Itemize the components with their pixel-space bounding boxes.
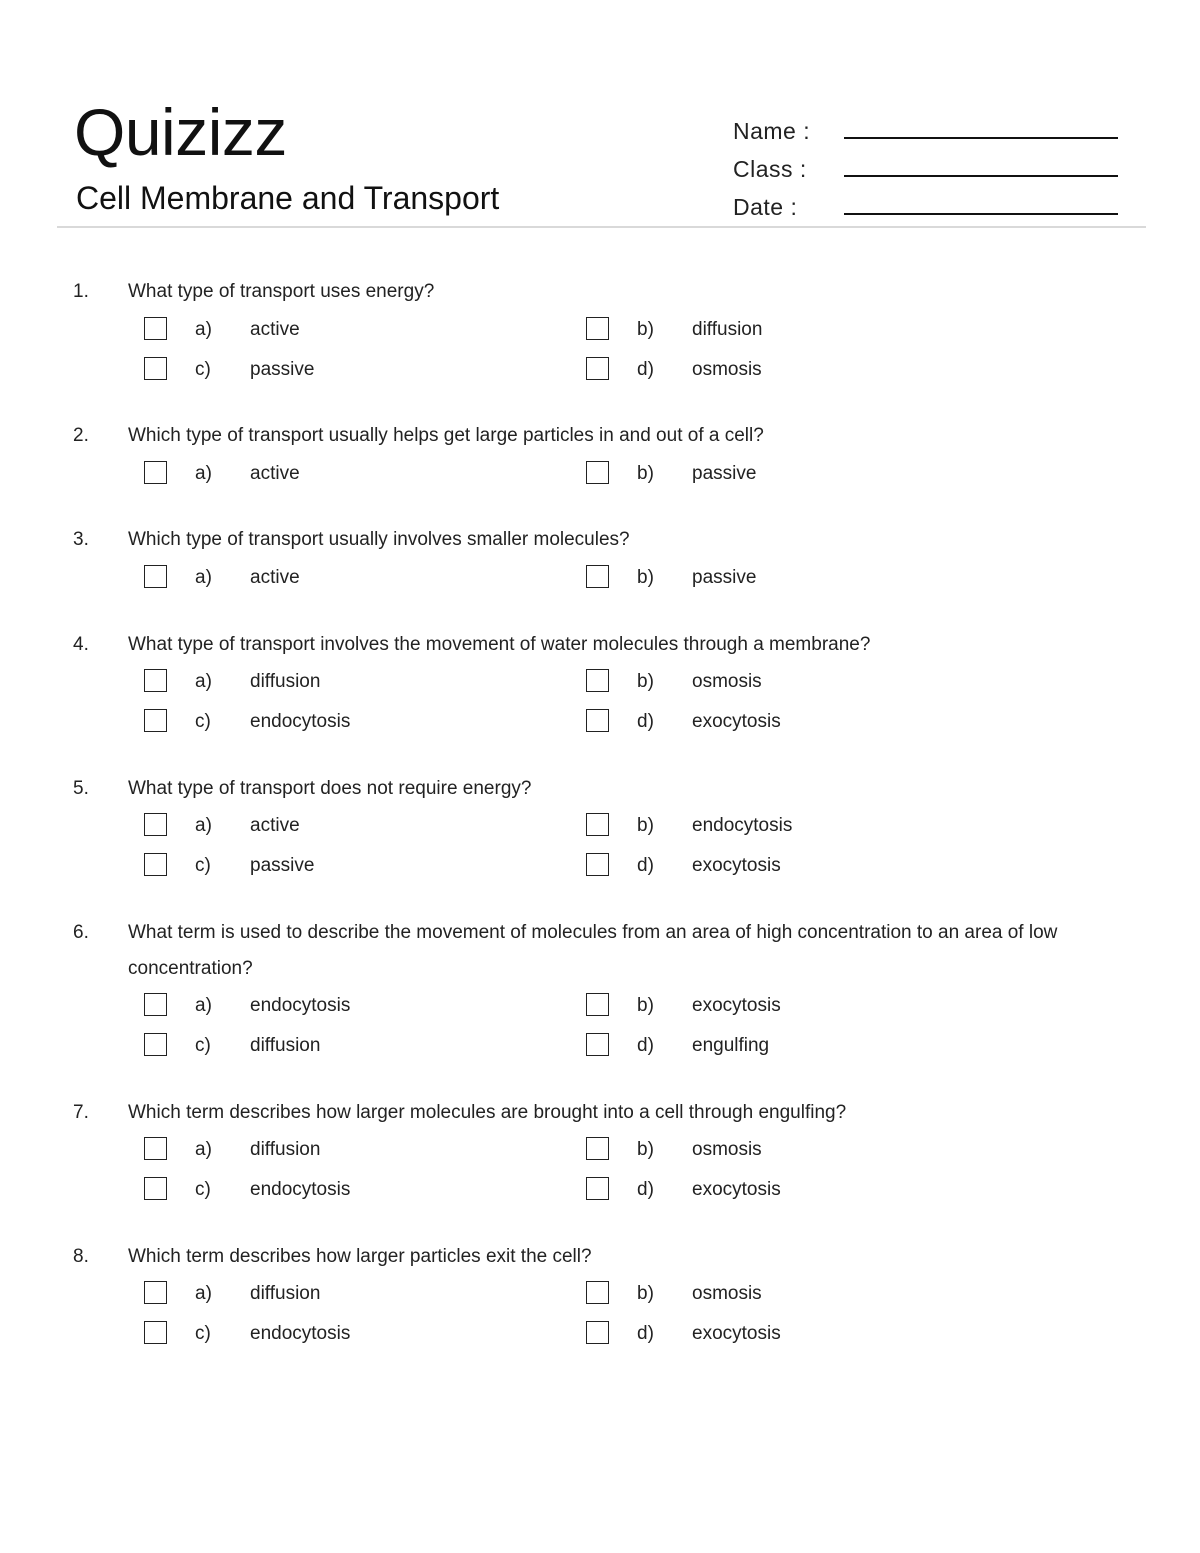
option-text: diffusion <box>250 671 321 692</box>
option-text: diffusion <box>250 1035 321 1056</box>
option-text: active <box>250 815 300 836</box>
question-text: What type of transport does not require energy? <box>128 778 532 799</box>
answer-checkbox[interactable] <box>144 1177 167 1200</box>
option-d[interactable] <box>586 1321 1006 1351</box>
option-text: passive <box>692 463 757 484</box>
answer-checkbox[interactable] <box>144 1281 167 1304</box>
option-text: endocytosis <box>250 711 351 732</box>
option-text: passive <box>250 359 315 380</box>
class-field <box>733 154 1123 190</box>
answer-checkbox[interactable] <box>586 709 609 732</box>
answer-checkbox[interactable] <box>586 357 609 380</box>
option-c[interactable] <box>144 853 564 883</box>
answer-checkbox[interactable] <box>144 317 167 340</box>
name-field <box>733 116 1123 152</box>
question-text: What type of transport involves the movement of water molecules through a membrane? <box>128 634 871 655</box>
option-text: diffusion <box>250 1139 321 1160</box>
option-letter: a) <box>195 1139 212 1160</box>
question-number: 7. <box>73 1102 89 1123</box>
question-text: What type of transport uses energy? <box>128 281 435 302</box>
option-text: active <box>250 567 300 588</box>
option-text: exocytosis <box>692 1323 781 1344</box>
name-label: Name : <box>733 118 811 144</box>
answer-checkbox[interactable] <box>586 993 609 1016</box>
question-text: What term is used to describe the movement of molecules from an area of high concentration to an area of low concentration? <box>128 922 1058 979</box>
option-text: osmosis <box>692 1139 762 1160</box>
option-text: passive <box>692 567 757 588</box>
question-text: Which type of transport usually involves smaller molecules? <box>128 529 630 550</box>
option-b[interactable] <box>586 669 1006 699</box>
option-d[interactable] <box>586 1177 1006 1207</box>
answer-checkbox[interactable] <box>144 993 167 1016</box>
answer-checkbox[interactable] <box>144 853 167 876</box>
question-text: Which term describes how larger molecules are brought into a cell through engulfing? <box>128 1102 847 1123</box>
option-text: osmosis <box>692 359 762 380</box>
answer-checkbox[interactable] <box>586 1033 609 1056</box>
option-a[interactable] <box>144 1281 564 1311</box>
option-text: exocytosis <box>692 855 781 876</box>
option-a[interactable] <box>144 813 564 843</box>
option-text: osmosis <box>692 671 762 692</box>
option-letter: b) <box>637 671 654 692</box>
question-number: 8. <box>73 1246 89 1267</box>
option-letter: a) <box>195 1283 212 1304</box>
option-text: passive <box>250 855 315 876</box>
answer-checkbox[interactable] <box>586 1281 609 1304</box>
answer-checkbox[interactable] <box>144 565 167 588</box>
option-d[interactable] <box>586 357 1006 387</box>
option-d[interactable] <box>586 709 1006 739</box>
option-text: active <box>250 319 300 340</box>
option-letter: d) <box>637 359 654 380</box>
answer-checkbox[interactable] <box>586 813 609 836</box>
option-text: exocytosis <box>692 711 781 732</box>
question-number: 2. <box>73 425 89 446</box>
option-letter: c) <box>195 1035 211 1056</box>
answer-checkbox[interactable] <box>144 709 167 732</box>
header-divider <box>57 226 1146 228</box>
option-text: endocytosis <box>250 1323 351 1344</box>
option-b[interactable] <box>586 1137 1006 1167</box>
option-letter: a) <box>195 567 212 588</box>
option-letter: d) <box>637 1179 654 1200</box>
option-d[interactable] <box>586 853 1006 883</box>
option-text: exocytosis <box>692 995 781 1016</box>
option-b[interactable] <box>586 565 1006 595</box>
answer-checkbox[interactable] <box>586 853 609 876</box>
option-a[interactable] <box>144 993 564 1023</box>
option-a[interactable] <box>144 565 564 595</box>
option-text: active <box>250 463 300 484</box>
answer-checkbox[interactable] <box>144 461 167 484</box>
option-b[interactable] <box>586 461 1006 491</box>
option-c[interactable] <box>144 1177 564 1207</box>
option-letter: b) <box>637 1139 654 1160</box>
option-letter: a) <box>195 463 212 484</box>
option-a[interactable] <box>144 317 564 347</box>
option-a[interactable] <box>144 461 564 491</box>
answer-checkbox[interactable] <box>144 669 167 692</box>
class-label: Class : <box>733 156 807 182</box>
class-blank-line[interactable] <box>844 175 1118 177</box>
answer-checkbox[interactable] <box>586 1321 609 1344</box>
option-letter: d) <box>637 855 654 876</box>
option-letter: a) <box>195 815 212 836</box>
option-c[interactable] <box>144 1321 564 1351</box>
answer-checkbox[interactable] <box>144 357 167 380</box>
option-letter: b) <box>637 995 654 1016</box>
date-field <box>733 192 1123 228</box>
option-letter: c) <box>195 359 211 380</box>
option-letter: d) <box>637 1323 654 1344</box>
option-c[interactable] <box>144 357 564 387</box>
option-letter: c) <box>195 711 211 732</box>
option-c[interactable] <box>144 1033 564 1063</box>
option-text: endocytosis <box>250 1179 351 1200</box>
option-letter: b) <box>637 463 654 484</box>
option-letter: c) <box>195 855 211 876</box>
answer-checkbox[interactable] <box>586 1177 609 1200</box>
option-letter: a) <box>195 319 212 340</box>
option-a[interactable] <box>144 669 564 699</box>
option-text: diffusion <box>250 1283 321 1304</box>
quiz-title: Cell Membrane and Transport <box>76 180 500 216</box>
date-label: Date : <box>733 194 798 220</box>
option-text: osmosis <box>692 1283 762 1304</box>
option-letter: a) <box>195 671 212 692</box>
option-text: engulfing <box>692 1035 770 1056</box>
option-letter: c) <box>195 1323 211 1344</box>
answer-checkbox[interactable] <box>586 1137 609 1160</box>
answer-checkbox[interactable] <box>144 1033 167 1056</box>
option-letter: b) <box>637 1283 654 1304</box>
question-number: 3. <box>73 529 89 550</box>
question-text: Which term describes how larger particles exit the cell? <box>128 1246 592 1267</box>
question-number: 5. <box>73 778 89 799</box>
option-letter: b) <box>637 815 654 836</box>
option-b[interactable] <box>586 317 1006 347</box>
option-letter: d) <box>637 711 654 732</box>
name-blank-line[interactable] <box>844 137 1118 139</box>
option-letter: b) <box>637 567 654 588</box>
question-number: 1. <box>73 281 89 302</box>
answer-checkbox[interactable] <box>586 461 609 484</box>
answer-checkbox[interactable] <box>586 669 609 692</box>
option-text: exocytosis <box>692 1179 781 1200</box>
answer-checkbox[interactable] <box>586 317 609 340</box>
question-number: 6. <box>73 922 89 943</box>
answer-checkbox[interactable] <box>144 1321 167 1344</box>
option-letter: c) <box>195 1179 211 1200</box>
option-b[interactable] <box>586 813 1006 843</box>
option-text: endocytosis <box>250 995 351 1016</box>
answer-checkbox[interactable] <box>144 1137 167 1160</box>
option-d[interactable] <box>586 1033 1006 1063</box>
option-text: endocytosis <box>692 815 793 836</box>
answer-checkbox[interactable] <box>586 565 609 588</box>
question-text: Which type of transport usually helps get large particles in and out of a cell? <box>128 425 764 446</box>
date-blank-line[interactable] <box>844 213 1118 215</box>
option-a[interactable] <box>144 1137 564 1167</box>
option-b[interactable] <box>586 1281 1006 1311</box>
question-number: 4. <box>73 634 89 655</box>
option-letter: b) <box>637 319 654 340</box>
brand-logo-text: Quizizz <box>74 95 287 169</box>
option-c[interactable] <box>144 709 564 739</box>
option-letter: a) <box>195 995 212 1016</box>
option-b[interactable] <box>586 993 1006 1023</box>
answer-checkbox[interactable] <box>144 813 167 836</box>
option-letter: d) <box>637 1035 654 1056</box>
option-text: diffusion <box>692 319 763 340</box>
